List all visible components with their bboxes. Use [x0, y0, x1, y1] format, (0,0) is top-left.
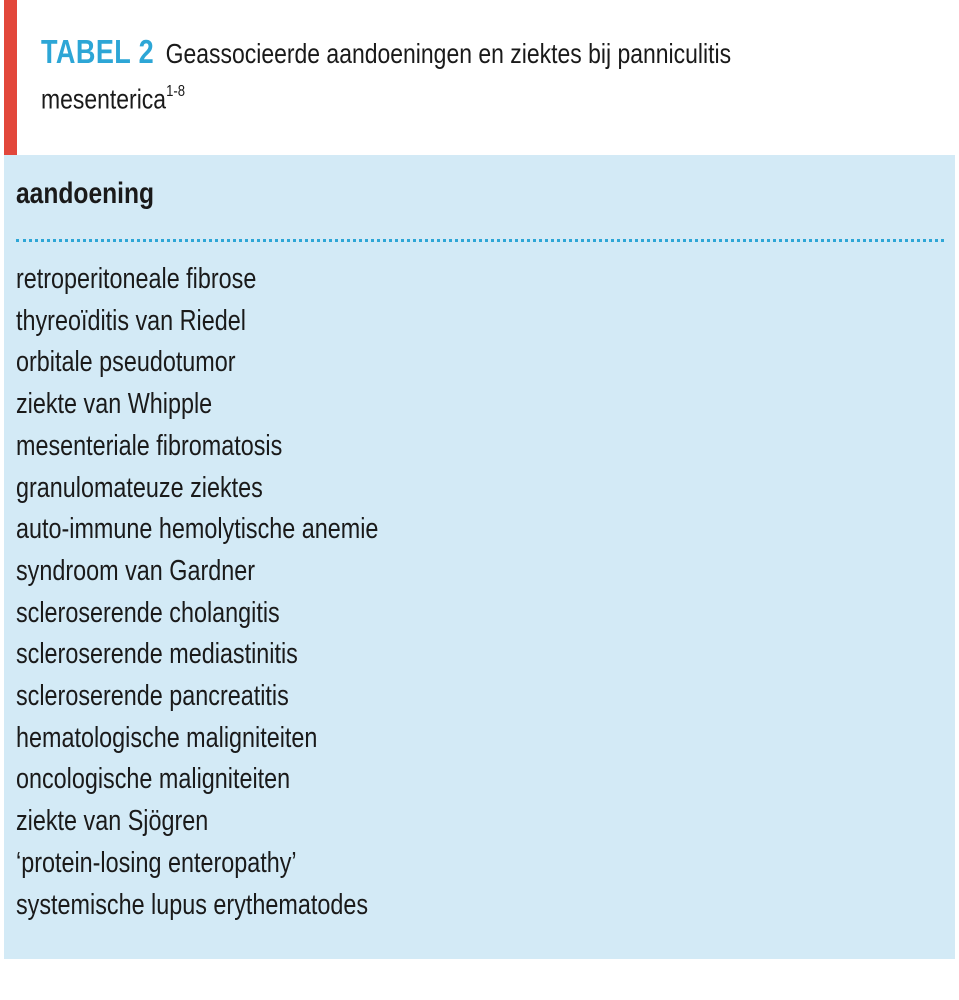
table-row: hematologische maligniteiten [16, 721, 318, 754]
table-row: systemische lupus erythematodes [16, 888, 369, 921]
table-title-continued: mesenterica [41, 83, 167, 115]
table-row: oncologische maligniteiten [16, 763, 291, 796]
table-row: orbitale pseudotumor [16, 346, 236, 379]
caption-line-1 [41, 32, 779, 74]
table-row: ziekte van Sjögren [16, 805, 209, 838]
table-row: scleroserende pancreatitis [16, 680, 289, 713]
table-row: mesenteriale fibromatosis [16, 429, 283, 462]
table-row: scleroserende mediastinitis [16, 638, 298, 671]
column-header: aandoening [16, 177, 155, 210]
table-panel [4, 155, 955, 959]
table-row: auto-immune hemolytische anemie [16, 513, 379, 546]
table-row: ‘protein-losing enteropathy’ [16, 846, 297, 879]
table-row: retroperitoneale fibrose [16, 263, 257, 295]
reference-superscript: 1-8 [166, 83, 186, 100]
table-row: syndroom van Gardner [16, 554, 256, 587]
table-row: thyreoïditis van Riedel [16, 304, 246, 337]
table-caption [41, 32, 941, 119]
caption-line-2 [41, 74, 779, 119]
table-row: scleroserende cholangitis [16, 596, 280, 629]
header-divider [16, 239, 944, 242]
table-row: ziekte van Whipple [16, 388, 213, 421]
accent-bar [4, 0, 17, 155]
table-row: granulomateuze ziektes [16, 471, 263, 504]
table-title: Geassocieerde aandoeningen en ziektes bij panniculitis [165, 38, 732, 69]
table-label: TABEL 2 [41, 33, 155, 70]
condition-list [16, 259, 458, 926]
